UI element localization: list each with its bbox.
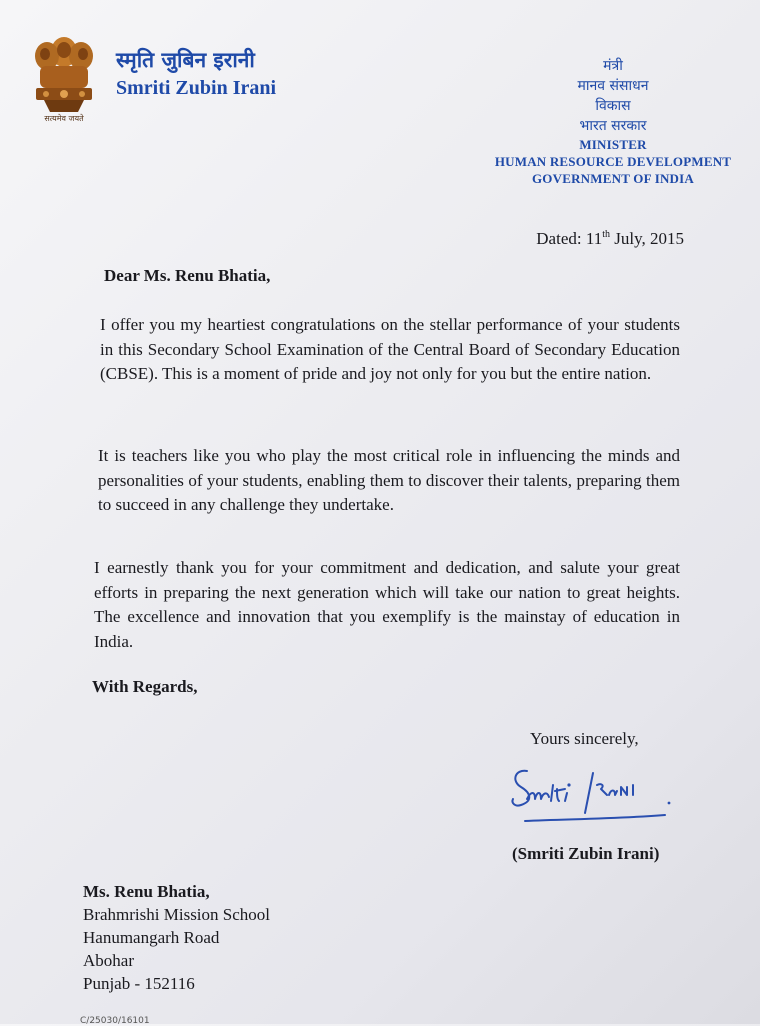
recipient-school: Brahmrishi Mission School xyxy=(83,905,271,924)
designation-english-line: GOVERNMENT OF INDIA xyxy=(532,171,694,186)
salutation: Dear Ms. Renu Bhatia, xyxy=(104,266,271,285)
reference-number: C/25030/16101 xyxy=(80,1016,150,1026)
recipient-name: Ms. Renu Bhatia, xyxy=(83,882,210,901)
minister-name-hindi: स्मृति जुबिन इरानी xyxy=(116,48,255,72)
designation-block xyxy=(478,56,748,187)
designation-english-line: HUMAN RESOURCE DEVELOPMENT xyxy=(494,154,732,169)
body-paragraph: I earnestly thank you for your commitment and dedication, and salute your great efforts in preparing the next generation which will take our nation to great heights. The excellence and innovation that you exemplify is the mainstay of education in India. xyxy=(94,558,680,651)
letter-date xyxy=(536,229,684,249)
recipient-city: Abohar xyxy=(83,951,134,970)
handwritten-signature xyxy=(505,755,685,835)
designation-hindi-line: मानव संसाधन xyxy=(577,78,649,94)
recipient-state-pin: Punjab - 152116 xyxy=(83,974,195,993)
signer-name: (Smriti Zubin Irani) xyxy=(512,844,660,863)
date-suffix: July, 2015 xyxy=(610,229,684,248)
body-paragraph: It is teachers like you who play the most critical role in influencing the minds and personalities of your students, enabling them to discover their talents, preparing them to succeed in any challenge they undertake. xyxy=(98,446,680,514)
body-paragraph: I offer you my heartiest congratulations on the stellar performance of your students in this Secondary School Examination of the Central Board of Secondary Education (CBSE). This is a moment of pride and joy not only for you but the entire nation. xyxy=(100,315,680,383)
date-ordinal: th xyxy=(602,229,610,240)
designation-hindi-line: विकास xyxy=(595,98,631,114)
designation-english-line: MINISTER xyxy=(579,137,647,152)
closing-regards: With Regards, xyxy=(92,677,198,696)
recipient-street: Hanumangarh Road xyxy=(83,928,220,947)
recipient-address xyxy=(83,880,270,995)
designation-hindi-line: भारत सरकार xyxy=(579,118,647,134)
designation-hindi-line: मंत्री xyxy=(603,58,623,74)
date-prefix: Dated: 11 xyxy=(536,229,603,248)
minister-name-english: Smriti Zubin Irani xyxy=(116,77,277,99)
sign-off: Yours sincerely, xyxy=(530,729,639,748)
emblem-motto: सत्यमेव जयते xyxy=(44,114,84,123)
